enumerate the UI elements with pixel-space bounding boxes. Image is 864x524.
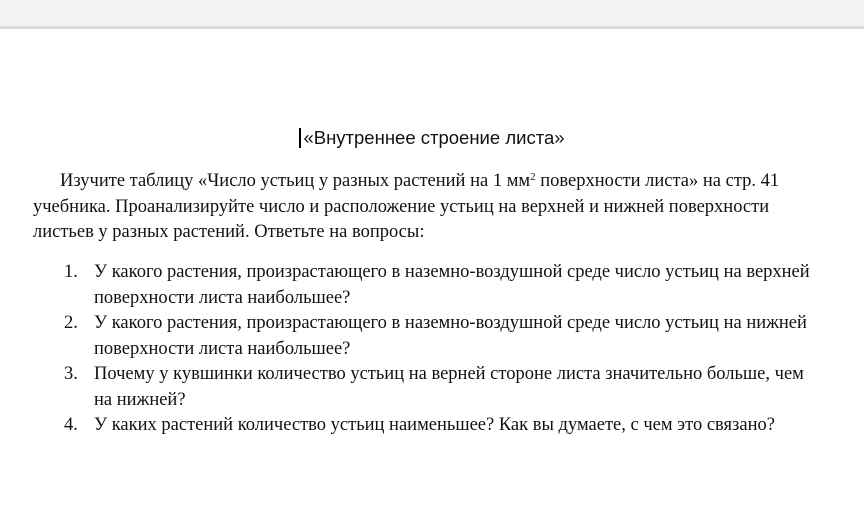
question-number: 2.	[64, 313, 78, 333]
question-item	[33, 260, 823, 311]
document-title-text: «Внутреннее строение листа»	[303, 127, 565, 148]
question-number: 4.	[64, 415, 78, 435]
question-number: 1.	[64, 262, 78, 282]
intro-superscript: 2	[530, 171, 536, 183]
question-text: У какого растения, произрастающего в наземно-воздушной среде число устьиц на верхней поверхности листа наибольшее?	[94, 262, 810, 308]
document-title	[0, 126, 864, 150]
intro-paragraph	[33, 169, 833, 246]
text-cursor	[299, 128, 301, 148]
question-item	[33, 413, 823, 439]
question-text: Почему у кувшинки количество устьиц на верней стороне листа значительно больше, чем на нижней?	[94, 364, 804, 410]
toolbar-area	[0, 0, 864, 26]
questions-list	[33, 260, 823, 439]
question-text: У какого растения, произрастающего в наземно-воздушной среде число устьиц на нижней поверхности листа наибольшее?	[94, 313, 807, 359]
document-page[interactable]	[0, 29, 864, 524]
intro-text-start: Изучите таблицу «Число устьиц у разных растений на 1 мм	[60, 171, 531, 191]
question-number: 3.	[64, 364, 78, 384]
intro-text-end: поверхности листа» на стр. 41 учебника. Проанализируйте число и расположение устьиц на верхней и нижней поверхности листьев у разных растений. Ответьте на вопросы:	[33, 171, 780, 242]
question-item	[33, 362, 823, 413]
question-text: У каких растений количество устьиц наименьшее? Как вы думаете, с чем это связано?	[94, 415, 775, 435]
question-item	[33, 311, 823, 362]
